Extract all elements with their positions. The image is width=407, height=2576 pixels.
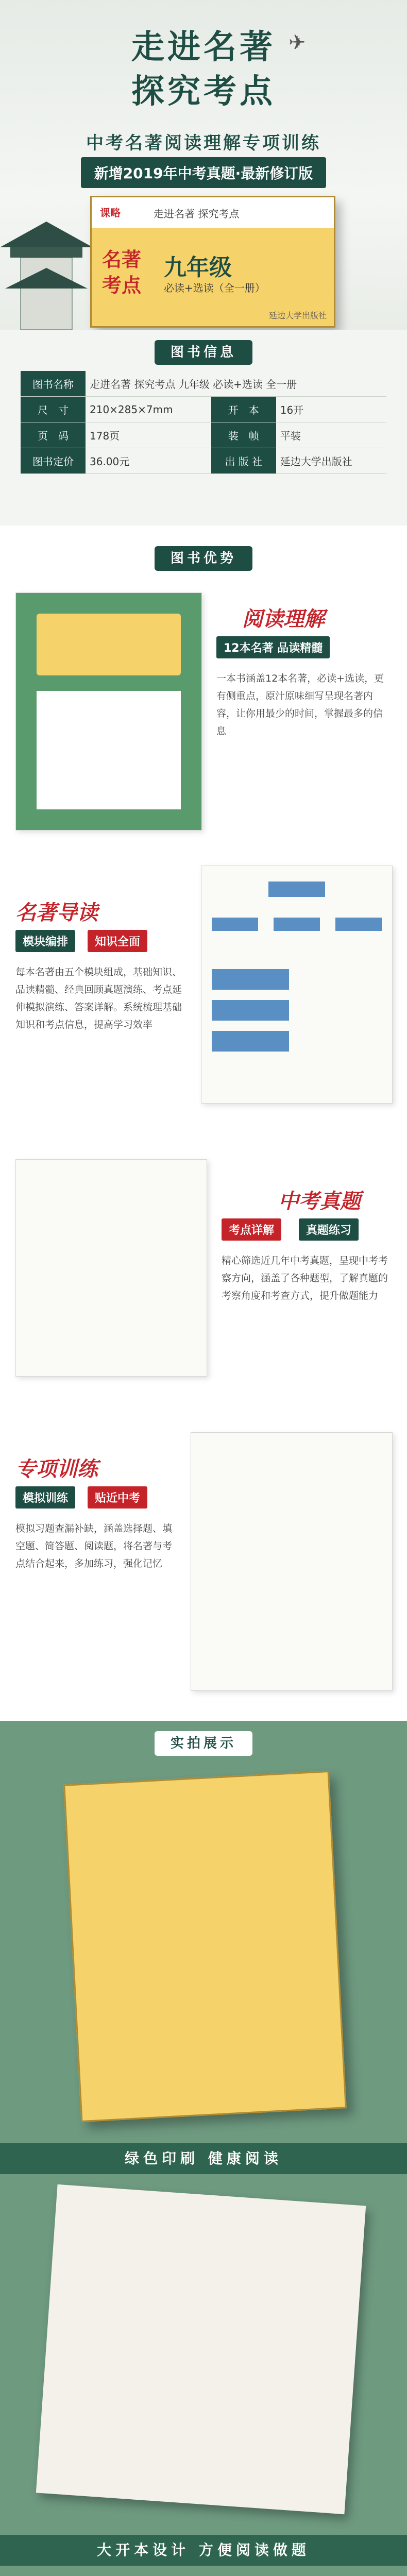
info-key: 图书名称 (21, 371, 86, 397)
table-row (21, 422, 386, 448)
feature1-title: 阅读理解 (242, 607, 325, 631)
feature3-tag1: 考点详解 (222, 1218, 281, 1241)
book-cover (90, 196, 335, 328)
info-value: 210×285×7mm (86, 397, 211, 422)
feature4-tag1: 模拟训练 (15, 1486, 75, 1509)
book-grade: 九年级 (164, 255, 232, 281)
feature2-tag2: 知识全面 (88, 930, 147, 952)
crane-icon: ✈ (289, 31, 306, 55)
showcase-section (0, 1721, 407, 2576)
info-key: 尺 寸 (21, 397, 86, 422)
table-row (21, 397, 386, 422)
feature1-graphic (37, 614, 181, 675)
hero-title-line1: 走进名著 (131, 28, 276, 66)
hero-subtitle2-wrap (0, 157, 407, 188)
info-key: 出 版 社 (211, 448, 276, 474)
feature4-tag2: 贴近中考 (88, 1486, 147, 1509)
feature3-text: 精心筛选近几年中考真题，呈现中考考察方向，涵盖了各种题型，了解真题的考察角度和考查方式，提升做题能力 (222, 1255, 388, 1301)
info-key: 开 本 (211, 397, 276, 422)
feature4-text: 模拟习题查漏补缺，涵盖选择题、填空题、简答题、阅读题，将名著与考点结合起来，多加练习，强化记忆 (15, 1523, 173, 1569)
hero-title-line2: 探究考点 (131, 72, 276, 111)
feature1-text: 一本书涵盖12本名著，必读+选读，更有侧重点，原汁原味细写呈现名著内容，让你用最少的时间，掌握最多的信息 (216, 673, 384, 737)
feature3-image (15, 1159, 207, 1377)
feature1-tag: 12本名著 品读精髓 (216, 636, 330, 658)
book-edition: 必读+选读（全一册） (164, 282, 265, 294)
info-banner: 图书信息 (155, 340, 252, 365)
feature2-text: 每本名著由五个模块组成，基础知识、品读精髓、经典回顾真题演练、考点延伸模拟演练、答案详解。系统梳理基础知识和考点信息，提高学习效率 (15, 967, 182, 1030)
info-value: 平装 (276, 422, 386, 448)
info-key: 页 码 (21, 422, 86, 448)
info-key: 图书定价 (21, 448, 86, 474)
feature2-tag1: 模块编排 (15, 930, 75, 952)
feature4-title: 专项训练 (15, 1458, 98, 1481)
showcase-banner: 实拍展示 (155, 1731, 252, 1756)
hero-subtitle2: 新增2019年中考真题·最新修订版 (81, 157, 327, 188)
info-section (0, 330, 407, 526)
hero-subtitle1: 中考名著阅读理解专项训练 (86, 133, 321, 154)
book-big2: 考点 (102, 274, 142, 297)
info-value: 走进名著 探究考点 九年级 必读+选读 全一册 (86, 371, 386, 397)
pagoda-illustration (0, 185, 93, 330)
book-big1: 名著 (102, 248, 142, 271)
book-publisher: 延边大学出版社 (268, 311, 327, 320)
feature3-title: 中考真题 (278, 1190, 361, 1213)
photo-book-cover (63, 1771, 347, 2122)
book-series: 走进名著 探究考点 (154, 208, 240, 220)
photo-open-book (36, 2184, 366, 2514)
info-value: 36.00元 (86, 448, 211, 474)
feature1-list (37, 691, 181, 809)
feature3-tag2: 真题练习 (299, 1218, 359, 1241)
hero-section (0, 0, 407, 330)
info-value: 延边大学出版社 (276, 448, 386, 474)
book-cover-band (92, 197, 334, 228)
table-row (21, 371, 386, 397)
caption1: 绿色印刷 健康阅读 (0, 2143, 407, 2174)
feature2-diagram (201, 866, 392, 1103)
advantages-banner: 图书优势 (155, 546, 252, 571)
caption2: 大开本设计 方便阅读做题 (0, 2535, 407, 2566)
table-row (21, 448, 386, 474)
feature2-title: 名著导读 (15, 901, 98, 925)
info-key: 装 帧 (211, 422, 276, 448)
feature2-image (201, 866, 393, 1104)
feature1-image (15, 592, 202, 831)
info-value: 16开 (276, 397, 386, 422)
feature4-image (191, 1432, 393, 1691)
hero-title (0, 21, 407, 112)
book-brand: 课略 (100, 207, 121, 219)
info-table (21, 371, 386, 474)
info-value: 178页 (86, 422, 211, 448)
